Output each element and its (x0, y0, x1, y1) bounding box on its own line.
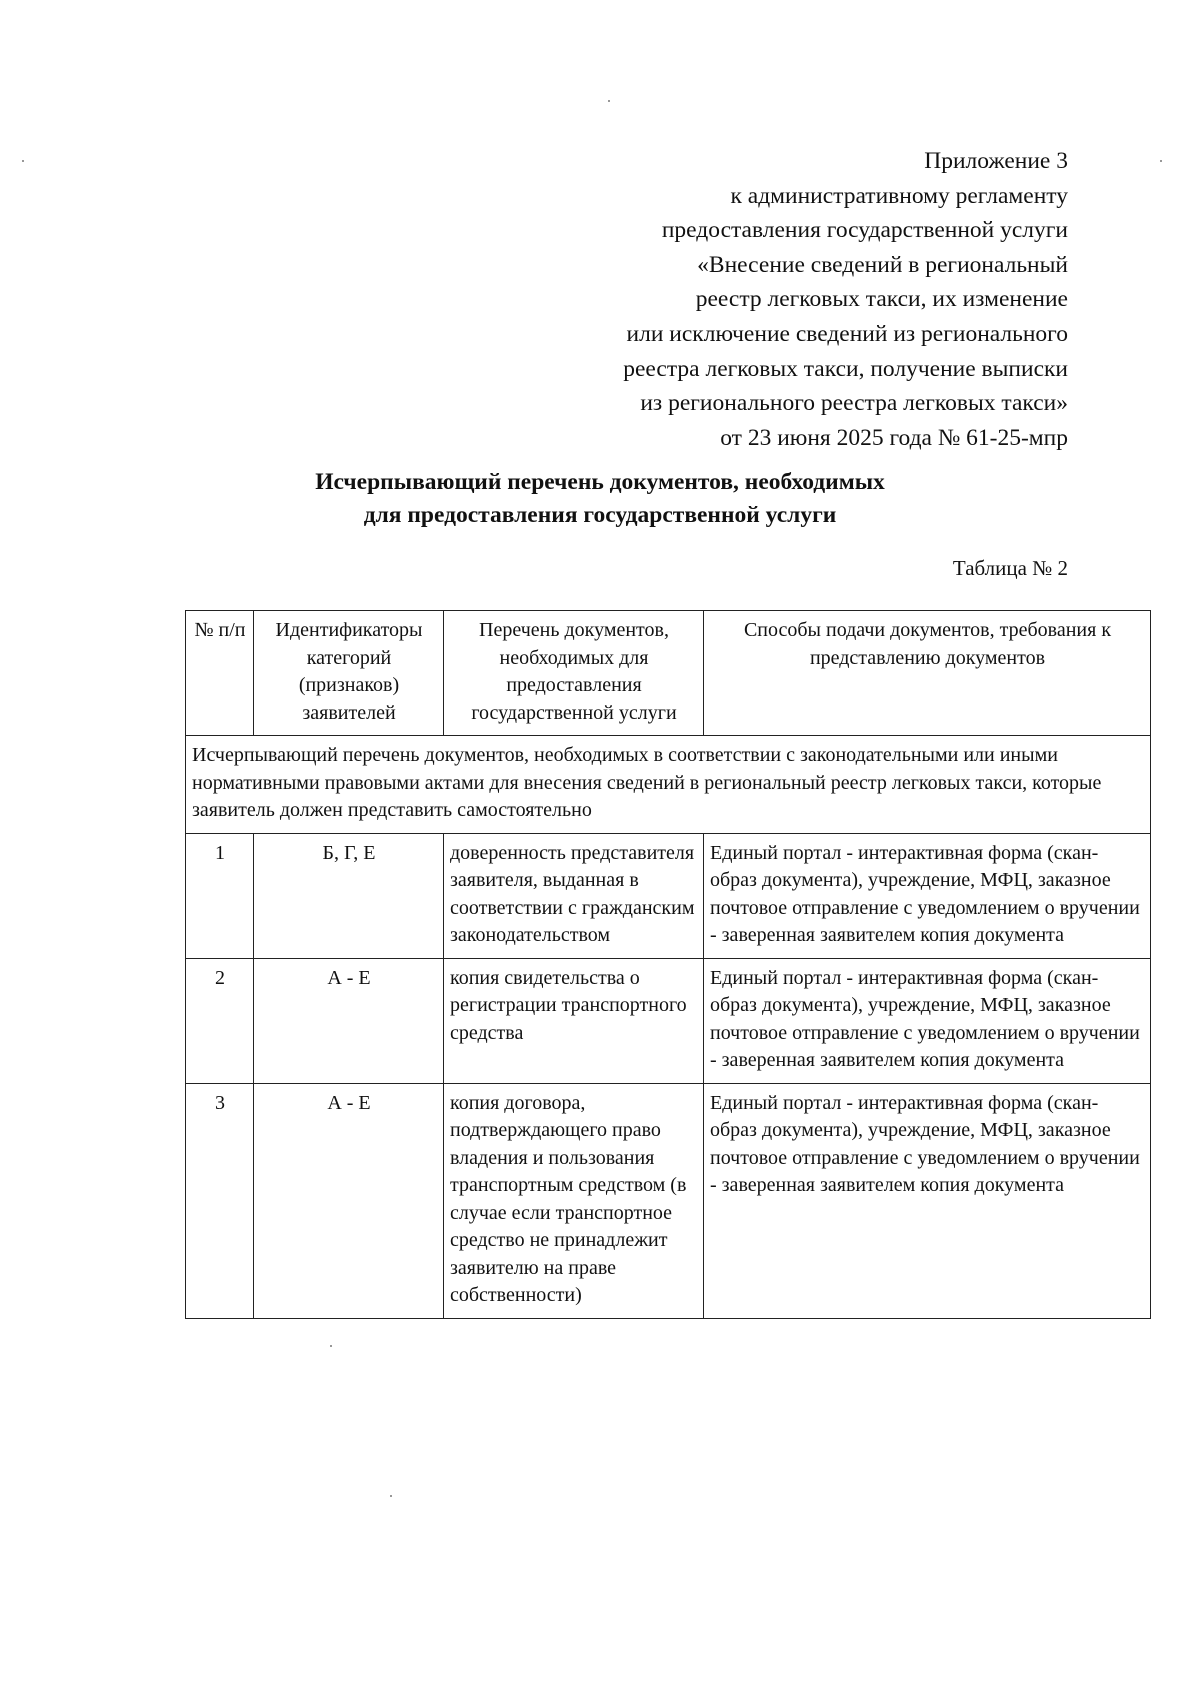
table-row (186, 958, 1151, 1083)
appendix-line: «Внесение сведений в региональный (697, 251, 1068, 278)
table-header-row (186, 611, 1151, 736)
scan-speck (22, 160, 24, 162)
header-methods: Способы подачи документов, требования к представлению документов (704, 611, 1151, 736)
table-row (186, 1083, 1151, 1318)
appendix-line: к административному регламенту (730, 182, 1068, 209)
appendix-line: реестр легковых такси, их изменение (695, 286, 1068, 313)
table-caption: Таблица № 2 (952, 556, 1068, 580)
header-number: № п/п (186, 611, 254, 736)
document-title (0, 466, 1200, 532)
row-document: копия договора, подтверждающего право владения и пользования транспортным средством (в случае если транспортное средство не принадлежит заявителю на праве собственности) (444, 1083, 704, 1318)
document-title-line-2: для предоставления государственной услуги (363, 502, 837, 528)
appendix-line: или исключение сведений из регионального (626, 320, 1068, 347)
row-methods: Единый портал - интерактивная форма (скан-образ документа), учреждение, МФЦ, заказное почтовое отправление с уведомлением о вручении - заверенная заявителем копия документа (704, 958, 1151, 1083)
scan-speck (1160, 160, 1162, 162)
row-methods: Единый портал - интерактивная форма (скан-образ документа), учреждение, МФЦ, заказное почтовое отправление с уведомлением о вручении - заверенная заявителем копия документа (704, 833, 1151, 958)
appendix-line: предоставления государственной услуги (661, 217, 1068, 244)
header-categories: Идентификаторы категорий (признаков) заявителей (254, 611, 444, 736)
table-row (186, 833, 1151, 958)
row-categories: А - Е (254, 958, 444, 1083)
row-methods: Единый портал - интерактивная форма (скан-образ документа), учреждение, МФЦ, заказное почтовое отправление с уведомлением о вручении - заверенная заявителем копия документа (704, 1083, 1151, 1318)
row-number: 1 (186, 833, 254, 958)
appendix-line: реестра легковых такси, получение выписки (623, 355, 1068, 382)
scan-speck (390, 1495, 392, 1497)
appendix-line: из регионального реестра легковых такси» (640, 390, 1068, 417)
document-title-line-1: Исчерпывающий перечень документов, необходимых (315, 469, 885, 495)
row-number: 2 (186, 958, 254, 1083)
appendix-line: от 23 июня 2025 года № 61-25-мпр (720, 424, 1068, 451)
row-categories: Б, Г, Е (254, 833, 444, 958)
row-categories: А - Е (254, 1083, 444, 1318)
header-documents: Перечень документов, необходимых для предоставления государственной услуги (444, 611, 704, 736)
appendix-line: Приложение 3 (924, 148, 1068, 174)
table-section-row (186, 736, 1151, 834)
scan-speck (330, 1345, 332, 1347)
row-document: доверенность представителя заявителя, выданная в соответствии с гражданским законодательством (444, 833, 704, 958)
row-number: 3 (186, 1083, 254, 1318)
documents-table (185, 610, 1151, 1319)
section-heading: Исчерпывающий перечень документов, необходимых в соответствии с законодательными или иными нормативными правовыми актами для внесения сведений в региональный реестр легковых такси, которые заявитель должен представить самостоятельно (186, 736, 1151, 834)
scan-speck (608, 100, 610, 102)
appendix-block (623, 144, 1068, 455)
row-document: копия свидетельства о регистрации транспортного средства (444, 958, 704, 1083)
